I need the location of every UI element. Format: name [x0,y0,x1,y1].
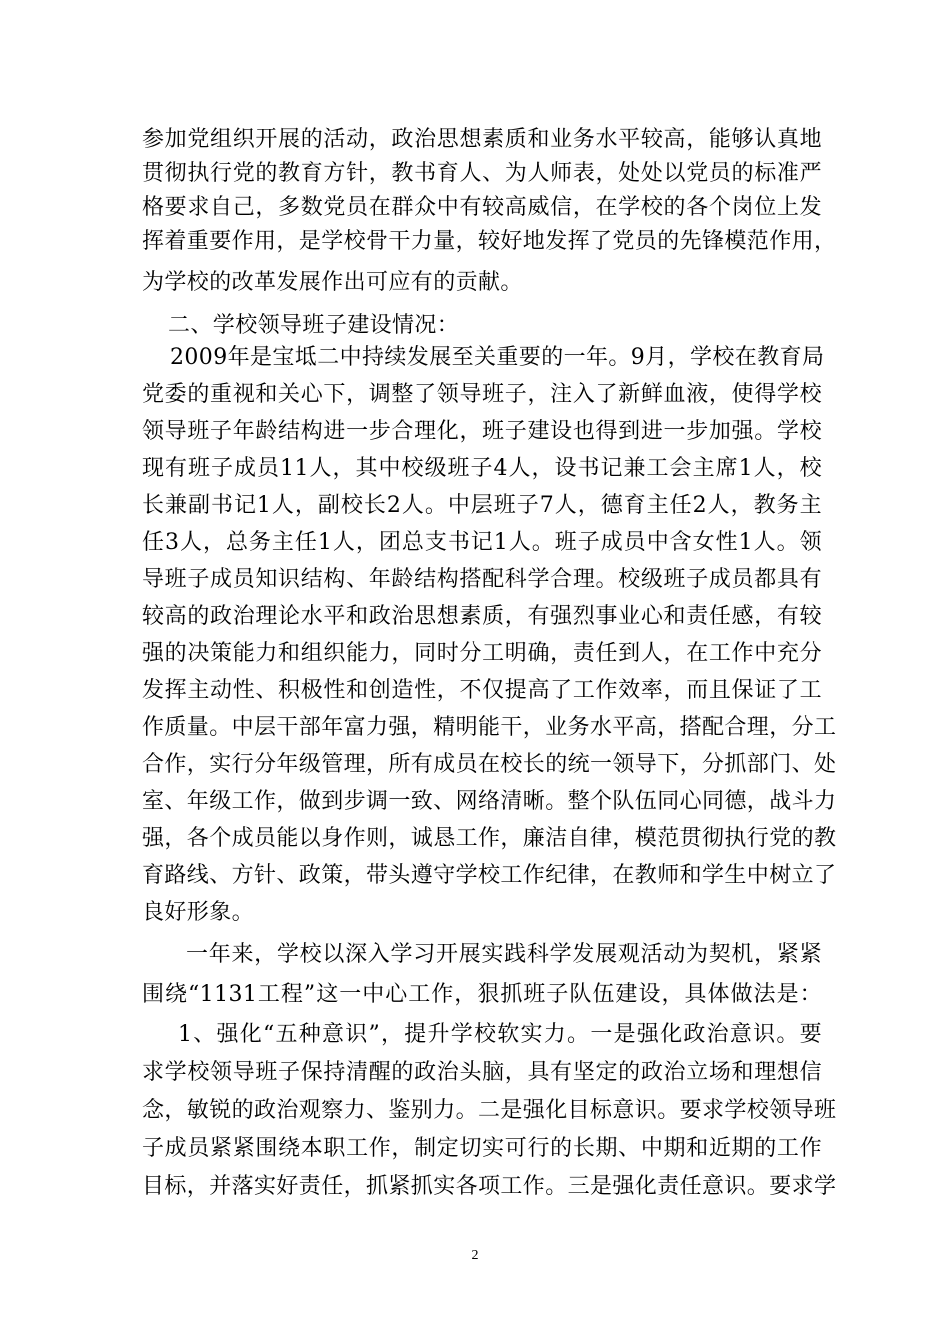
text-line: 强的决策能力和组织能力，同时分工明确，责任到人，在工作中充分 [142,641,822,666]
text-line: 任3人，总务主任1人，团总支书记1人。班子成员中含女性1人。领 [142,530,822,555]
text-line: 室、年级工作，做到步调一致、网络清晰。整个队伍同心同德，战斗力 [142,789,837,814]
text-line: 良好形象。 [142,900,255,925]
text-line: 作质量。中层干部年富力强，精明能干，业务水平高，搭配合理，分工 [142,715,837,740]
text-line: 围绕“1131工程”这一中心工作，狠抓班子队伍建设，具体做法是： [142,982,822,1007]
text-line: 目标，并落实好责任，抓紧抓实各项工作。三是强化责任意识。要求学 [142,1174,837,1199]
text-line: 求学校领导班子保持清醒的政治头脑，具有坚定的政治立场和理想信 [142,1060,822,1085]
text-line: 党委的重视和关心下，调整了领导班子，注入了新鲜血液，使得学校 [142,382,822,407]
text-line: 为学校的改革发展作出可应有的贡献。 [142,270,523,295]
text-line: 发挥主动性、积极性和创造性，不仅提高了工作效率，而且保证了工 [142,678,822,703]
text-line: 较高的政治理论水平和政治思想素质，有强烈事业心和责任感，有较 [142,604,822,629]
text-line: 参加党组织开展的活动，政治思想素质和业务水平较高，能够认真地 [142,127,822,152]
text-line: 现有班子成员11人，其中校级班子4人，设书记兼工会主席1人，校 [142,456,822,481]
page-number: 2 [471,1248,479,1263]
text-line: 贯彻执行党的教育方针，教书育人、为人师表，处处以党员的标准严 [142,161,822,186]
text-line: 念，敏锐的政治观察力、鉴别力。二是强化目标意识。要求学校领导班 [142,1098,837,1123]
text-line: 格要求自己，多数党员在群众中有较高威信，在学校的各个岗位上发 [142,195,822,220]
text-line: 育路线、方针、政策，带头遵守学校工作纪律，在教师和学生中树立了 [142,863,837,888]
text-line: 合作，实行分年级管理，所有成员在校长的统一领导下，分抓部门、处 [142,752,837,777]
section-heading: 二、学校领导班子建设情况： [168,313,460,338]
text-line: 领导班子年龄结构进一步合理化，班子建设也得到进一步加强。学校 [142,419,822,444]
text-line: 强，各个成员能以身作则，诚恳工作，廉洁自律，模范贯彻执行党的教 [142,826,837,851]
text-line: 一年来，学校以深入学习开展实践科学发展观活动为契机，紧紧 [186,942,822,967]
text-line: 挥着重要作用，是学校骨干力量，较好地发挥了党员的先锋模范作用， [142,229,837,254]
text-line: 导班子成员知识结构、年龄结构搭配科学合理。校级班子成员都具有 [142,567,822,592]
text-line: 子成员紧紧围绕本职工作，制定切实可行的长期、中期和近期的工作 [142,1136,822,1161]
text-line: 1、强化“五种意识”，提升学校软实力。一是强化政治意识。要 [178,1022,822,1047]
text-line: 2009年是宝坻二中持续发展至关重要的一年。9月，学校在教育局 [170,345,825,370]
text-line: 长兼副书记1人，副校长2人。中层班子7人，德育主任2人，教务主 [142,493,822,518]
